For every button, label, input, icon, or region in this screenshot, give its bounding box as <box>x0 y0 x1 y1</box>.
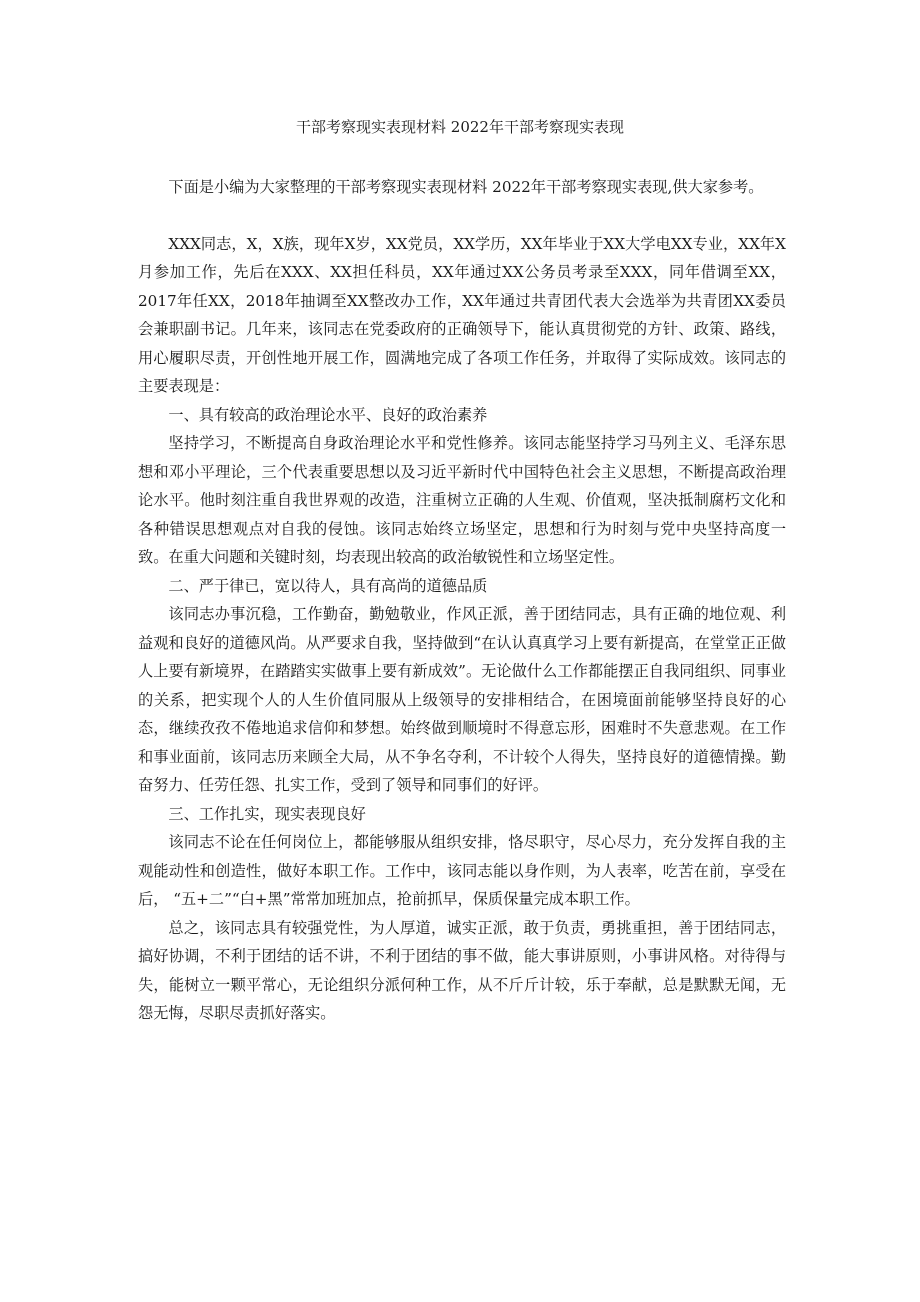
section-1-paragraph: 坚持学习，不断提高自身政治理论水平和党性修养。该同志能坚持学习马列主义、毛泽东思想和邓小平理论，三个代表重要思想以及习近平新时代中国特色社会主义思想，不断提高政治理论水平。他时刻注重自我世界观的改造，注重树立正确的人生观、价值观，坚决抵制腐朽文化和各种错误思想观点对自我的侵蚀。该同志始终立场坚定，思想和行为时刻与党中央坚持高度一致。在重大问题和关键时刻，均表现出较高的政治敏锐性和立场坚定性。 <box>138 434 786 566</box>
conclusion-paragraph: 总之，该同志具有较强党性，为人厚道，诚实正派，敢于负责，勇挑重担，善于团结同志，搞好协调，不利于团结的话不讲，不利于团结的事不做，能大事讲原则，小事讲风格。对待得与失，能树立一颗平常心，无论组织分派何种工作，从不斤斤计较，乐于奉献，总是默默无闻，无怨无悔，尽职尽责抓好落实。 <box>138 918 786 1022</box>
section-heading-1: 一、具有较高的政治理论水平、良好的政治素养 <box>168 405 488 424</box>
section-3-paragraph: 该同志不论在任何岗位上，都能够服从组织安排，恪尽职守，尽心尽力，充分发挥自我的主观能动性和创造性，做好本职工作。工作中，该同志能以身作则，为人表率，吃苦在前，享受在后， “五+二”“白+黑”常常加班加点，抢前抓早，保质保量完成本职工作。 <box>138 833 786 908</box>
section-2-paragraph: 该同志办事沉稳，工作勤奋，勤勉敬业，作风正派，善于团结同志，具有正确的地位观、利益观和良好的道德风尚。从严要求自我，坚持做到“在认认真真学习上要有新提高，在堂堂正正做人上要有新境界，在踏踏实实做事上要有新成效”。无论做什么工作都能摆正自我同组织、同事业的关系，把实现个人的人生价值同服从上级领导的安排相结合，在困境面前能够坚持良好的心态，继续孜孜不倦地追求信仰和梦想。始终做到顺境时不得意忘形，困难时不失意悲观。在工作和事业面前，该同志历来顾全大局，从不争名夺利，不计较个人得失，坚持良好的道德情操。勤奋努力、任劳任怨、扎实工作，受到了领导和同事们的好评。 <box>138 605 786 794</box>
section-heading-2: 二、严于律已，宽以待人，具有高尚的道德品质 <box>168 576 488 595</box>
section-heading-3: 三、工作扎实，现实表现良好 <box>168 804 366 823</box>
intro-paragraph: 下面是小编为大家整理的干部考察现实表现材料 2022年干部考察现实表现,供大家参考。 <box>168 178 764 196</box>
document-body <box>138 173 786 1028</box>
profile-paragraph: XXX同志，X，X族，现年X岁，XX党员，XX学历，XX年毕业于XX大学电XX专业，XX年X月参加工作，先后在XXX、XX担任科员，XX年通过XX公务员考录至XXX，同年借调至XX，2017年任XX，2018年抽调至XX整改办工作，XX年通过共青团代表大会选举为共青团XX委员会兼职副书记。几年来，该同志在党委政府的正确领导下，能认真贯彻党的方针、政策、路线，用心履职尽责，开创性地开展工作，圆满地完成了各项工作任务，并取得了实际成效。该同志的主要表现是： <box>138 234 786 395</box>
document-title: 干部考察现实表现材料 2022年干部考察现实表现 <box>296 118 624 136</box>
